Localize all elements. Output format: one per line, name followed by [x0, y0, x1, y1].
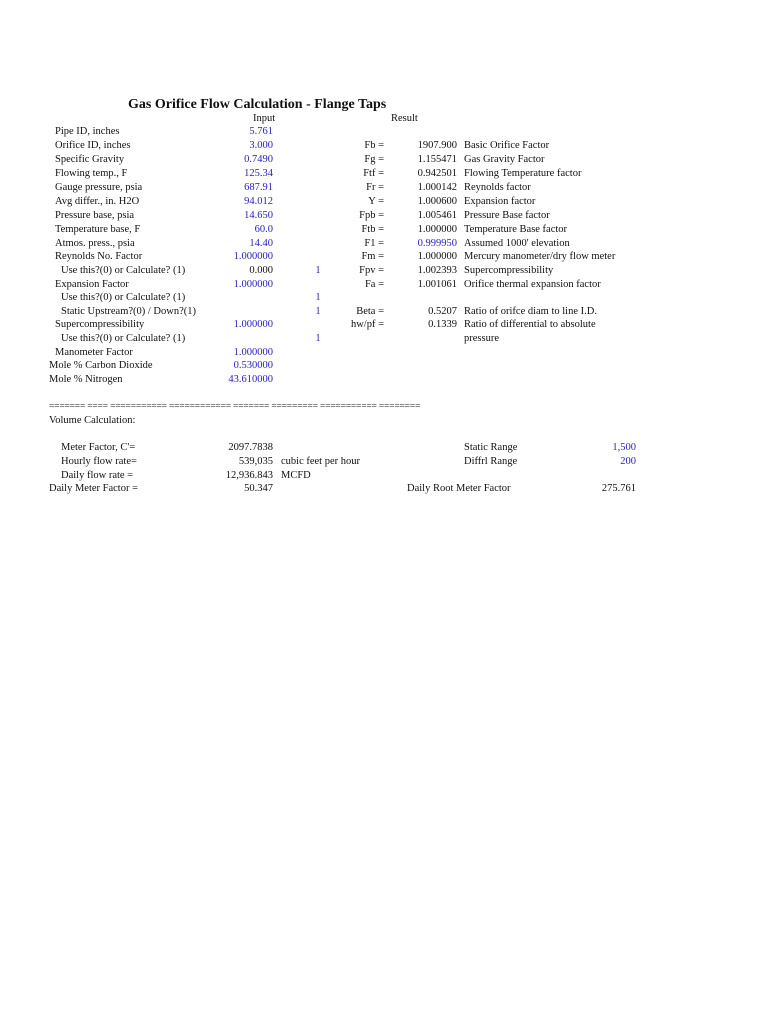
daily-flow-value: 12,936.843	[225, 470, 273, 481]
avg-differential-label: Avg differ., in. H2O	[55, 196, 140, 207]
orifice-id-value[interactable]: 3.000	[249, 140, 273, 151]
ftf-symbol: Ftf =	[363, 168, 384, 179]
expansion-factor-label: Expansion Factor	[55, 279, 129, 290]
fpb-description: Pressure Base factor	[464, 210, 550, 221]
diff-range-value[interactable]: 200	[620, 456, 636, 467]
fg-description: Gas Gravity Factor	[464, 154, 545, 165]
fb-value: 1907.900	[417, 140, 457, 151]
fa-description: Orifice thermal expansion factor	[464, 279, 601, 290]
co2-label: Mole % Carbon Dioxide	[49, 360, 153, 371]
fa-symbol: Fa =	[364, 279, 384, 290]
daily-root-meter-factor-value: 275.761	[601, 483, 636, 494]
manometer-factor-label: Manometer Factor	[55, 347, 133, 358]
gauge-pressure-label: Gauge pressure, psia	[55, 182, 143, 193]
daily-meter-factor-label: Daily Meter Factor =	[49, 483, 139, 494]
ftb-description: Temperature Base factor	[464, 224, 568, 235]
beta-description: Ratio of orifce diam to line I.D.	[464, 306, 597, 317]
fm-description: Mercury manometer/dry flow meter	[464, 251, 616, 262]
fg-value: 1.155471	[417, 154, 457, 165]
specific-gravity-value[interactable]: 0.7490	[244, 154, 273, 165]
reynolds-calc-flag[interactable]: 1	[315, 265, 321, 276]
result-column-header: Result	[391, 113, 418, 124]
f1-value[interactable]: 0.999950	[417, 238, 457, 249]
volume-heading: Volume Calculation:	[49, 415, 136, 426]
nitrogen-label: Mole % Nitrogen	[49, 374, 123, 385]
static-upstream-label: Static Upstream?(0) / Down?(1)	[61, 306, 196, 317]
reynolds-use-label: Use this?(0) or Calculate? (1)	[61, 265, 186, 276]
separator-line: ======= ==== =========== ============ ======= ========= =========== ========	[49, 402, 421, 412]
fa-value: 1.001061	[417, 279, 457, 290]
pipe-id-label: Pipe ID, inches	[55, 126, 120, 137]
flowing-temp-value[interactable]: 125.34	[244, 168, 273, 179]
input-column-header: Input	[253, 113, 276, 124]
f1-description: Assumed 1000' elevation	[464, 238, 570, 249]
co2-value[interactable]: 0.530000	[233, 360, 273, 371]
hourly-flow-unit: cubic feet per hour	[281, 456, 361, 467]
fpb-symbol: Fpb =	[359, 210, 384, 221]
hw-pf-description: Ratio of differential to absolute	[464, 319, 596, 330]
specific-gravity-label: Specific Gravity	[55, 154, 125, 165]
fpv-value: 1.002393	[417, 265, 457, 276]
temperature-base-value[interactable]: 60.0	[254, 224, 273, 235]
hourly-flow-label: Hourly flow rate=	[61, 456, 137, 467]
gauge-pressure-value[interactable]: 687.91	[244, 182, 273, 193]
nitrogen-value[interactable]: 43.610000	[228, 374, 273, 385]
supercompressibility-calc-flag[interactable]: 1	[315, 333, 321, 344]
fpv-symbol: Fpv =	[359, 265, 384, 276]
hw-pf-description-cont: pressure	[464, 333, 499, 344]
meter-factor-value: 2097.7838	[228, 442, 273, 453]
static-range-value[interactable]: 1,500	[612, 442, 636, 453]
daily-meter-factor-value: 50.347	[244, 483, 273, 494]
hourly-flow-value: 539,035	[238, 456, 273, 467]
daily-flow-unit: MCFD	[281, 470, 311, 481]
static-range-label: Static Range	[464, 442, 518, 453]
reynolds-factor-label: Reynolds No. Factor	[55, 251, 143, 262]
ftf-value: 0.942501	[417, 168, 457, 179]
hw-pf-symbol: hw/pf =	[350, 319, 384, 330]
fr-description: Reynolds factor	[464, 182, 531, 193]
y-symbol: Y =	[368, 196, 384, 207]
reynolds-factor-value[interactable]: 1.000000	[233, 251, 273, 262]
fpv-description: Supercompressibility	[464, 265, 554, 276]
fr-value: 1.000142	[417, 182, 457, 193]
fr-symbol: Fr =	[366, 182, 384, 193]
orifice-id-label: Orifice ID, inches	[55, 140, 131, 151]
supercompressibility-value[interactable]: 1.000000	[233, 319, 273, 330]
beta-symbol: Beta =	[356, 306, 384, 317]
flowing-temp-label: Flowing temp., F	[55, 168, 128, 179]
ftf-description: Flowing Temperature factor	[464, 168, 582, 179]
expansion-calc-flag[interactable]: 1	[315, 292, 321, 303]
fb-symbol: Fb =	[364, 140, 384, 151]
fpb-value: 1.005461	[417, 210, 457, 221]
fm-symbol: Fm =	[361, 251, 384, 262]
expansion-factor-value[interactable]: 1.000000	[233, 279, 273, 290]
manometer-factor-value[interactable]: 1.000000	[233, 347, 273, 358]
static-downstream-flag[interactable]: 1	[315, 306, 321, 317]
supercompressibility-use-label: Use this?(0) or Calculate? (1)	[61, 333, 186, 344]
expansion-use-label: Use this?(0) or Calculate? (1)	[61, 292, 186, 303]
temperature-base-label: Temperature base, F	[55, 224, 141, 235]
daily-root-meter-factor-label: Daily Root Meter Factor	[407, 483, 511, 494]
diff-range-label: Diffrl Range	[464, 456, 518, 467]
pressure-base-label: Pressure base, psia	[55, 210, 135, 221]
avg-differential-value[interactable]: 94.012	[244, 196, 273, 207]
y-value: 1.000600	[417, 196, 457, 207]
atmos-press-value[interactable]: 14.40	[249, 238, 273, 249]
f1-symbol: F1 =	[364, 238, 384, 249]
supercompressibility-label: Supercompressibility	[55, 319, 145, 330]
fg-symbol: Fg =	[364, 154, 384, 165]
hw-pf-value: 0.1339	[428, 319, 457, 330]
pipe-id-value[interactable]: 5.761	[249, 126, 273, 137]
beta-value: 0.5207	[428, 306, 457, 317]
reynolds-use-value: 0.000	[249, 265, 273, 276]
pressure-base-value[interactable]: 14.650	[244, 210, 273, 221]
ftb-value: 1.000000	[417, 224, 457, 235]
page-title: Gas Orifice Flow Calculation - Flange Taps	[128, 97, 387, 112]
ftb-symbol: Ftb =	[361, 224, 384, 235]
atmos-press-label: Atmos. press., psia	[55, 238, 135, 249]
fm-value: 1.000000	[417, 251, 457, 262]
meter-factor-label: Meter Factor, C'=	[61, 442, 136, 453]
y-description: Expansion factor	[464, 196, 536, 207]
daily-flow-label: Daily flow rate =	[61, 470, 134, 481]
fb-description: Basic Orifice Factor	[464, 140, 550, 151]
